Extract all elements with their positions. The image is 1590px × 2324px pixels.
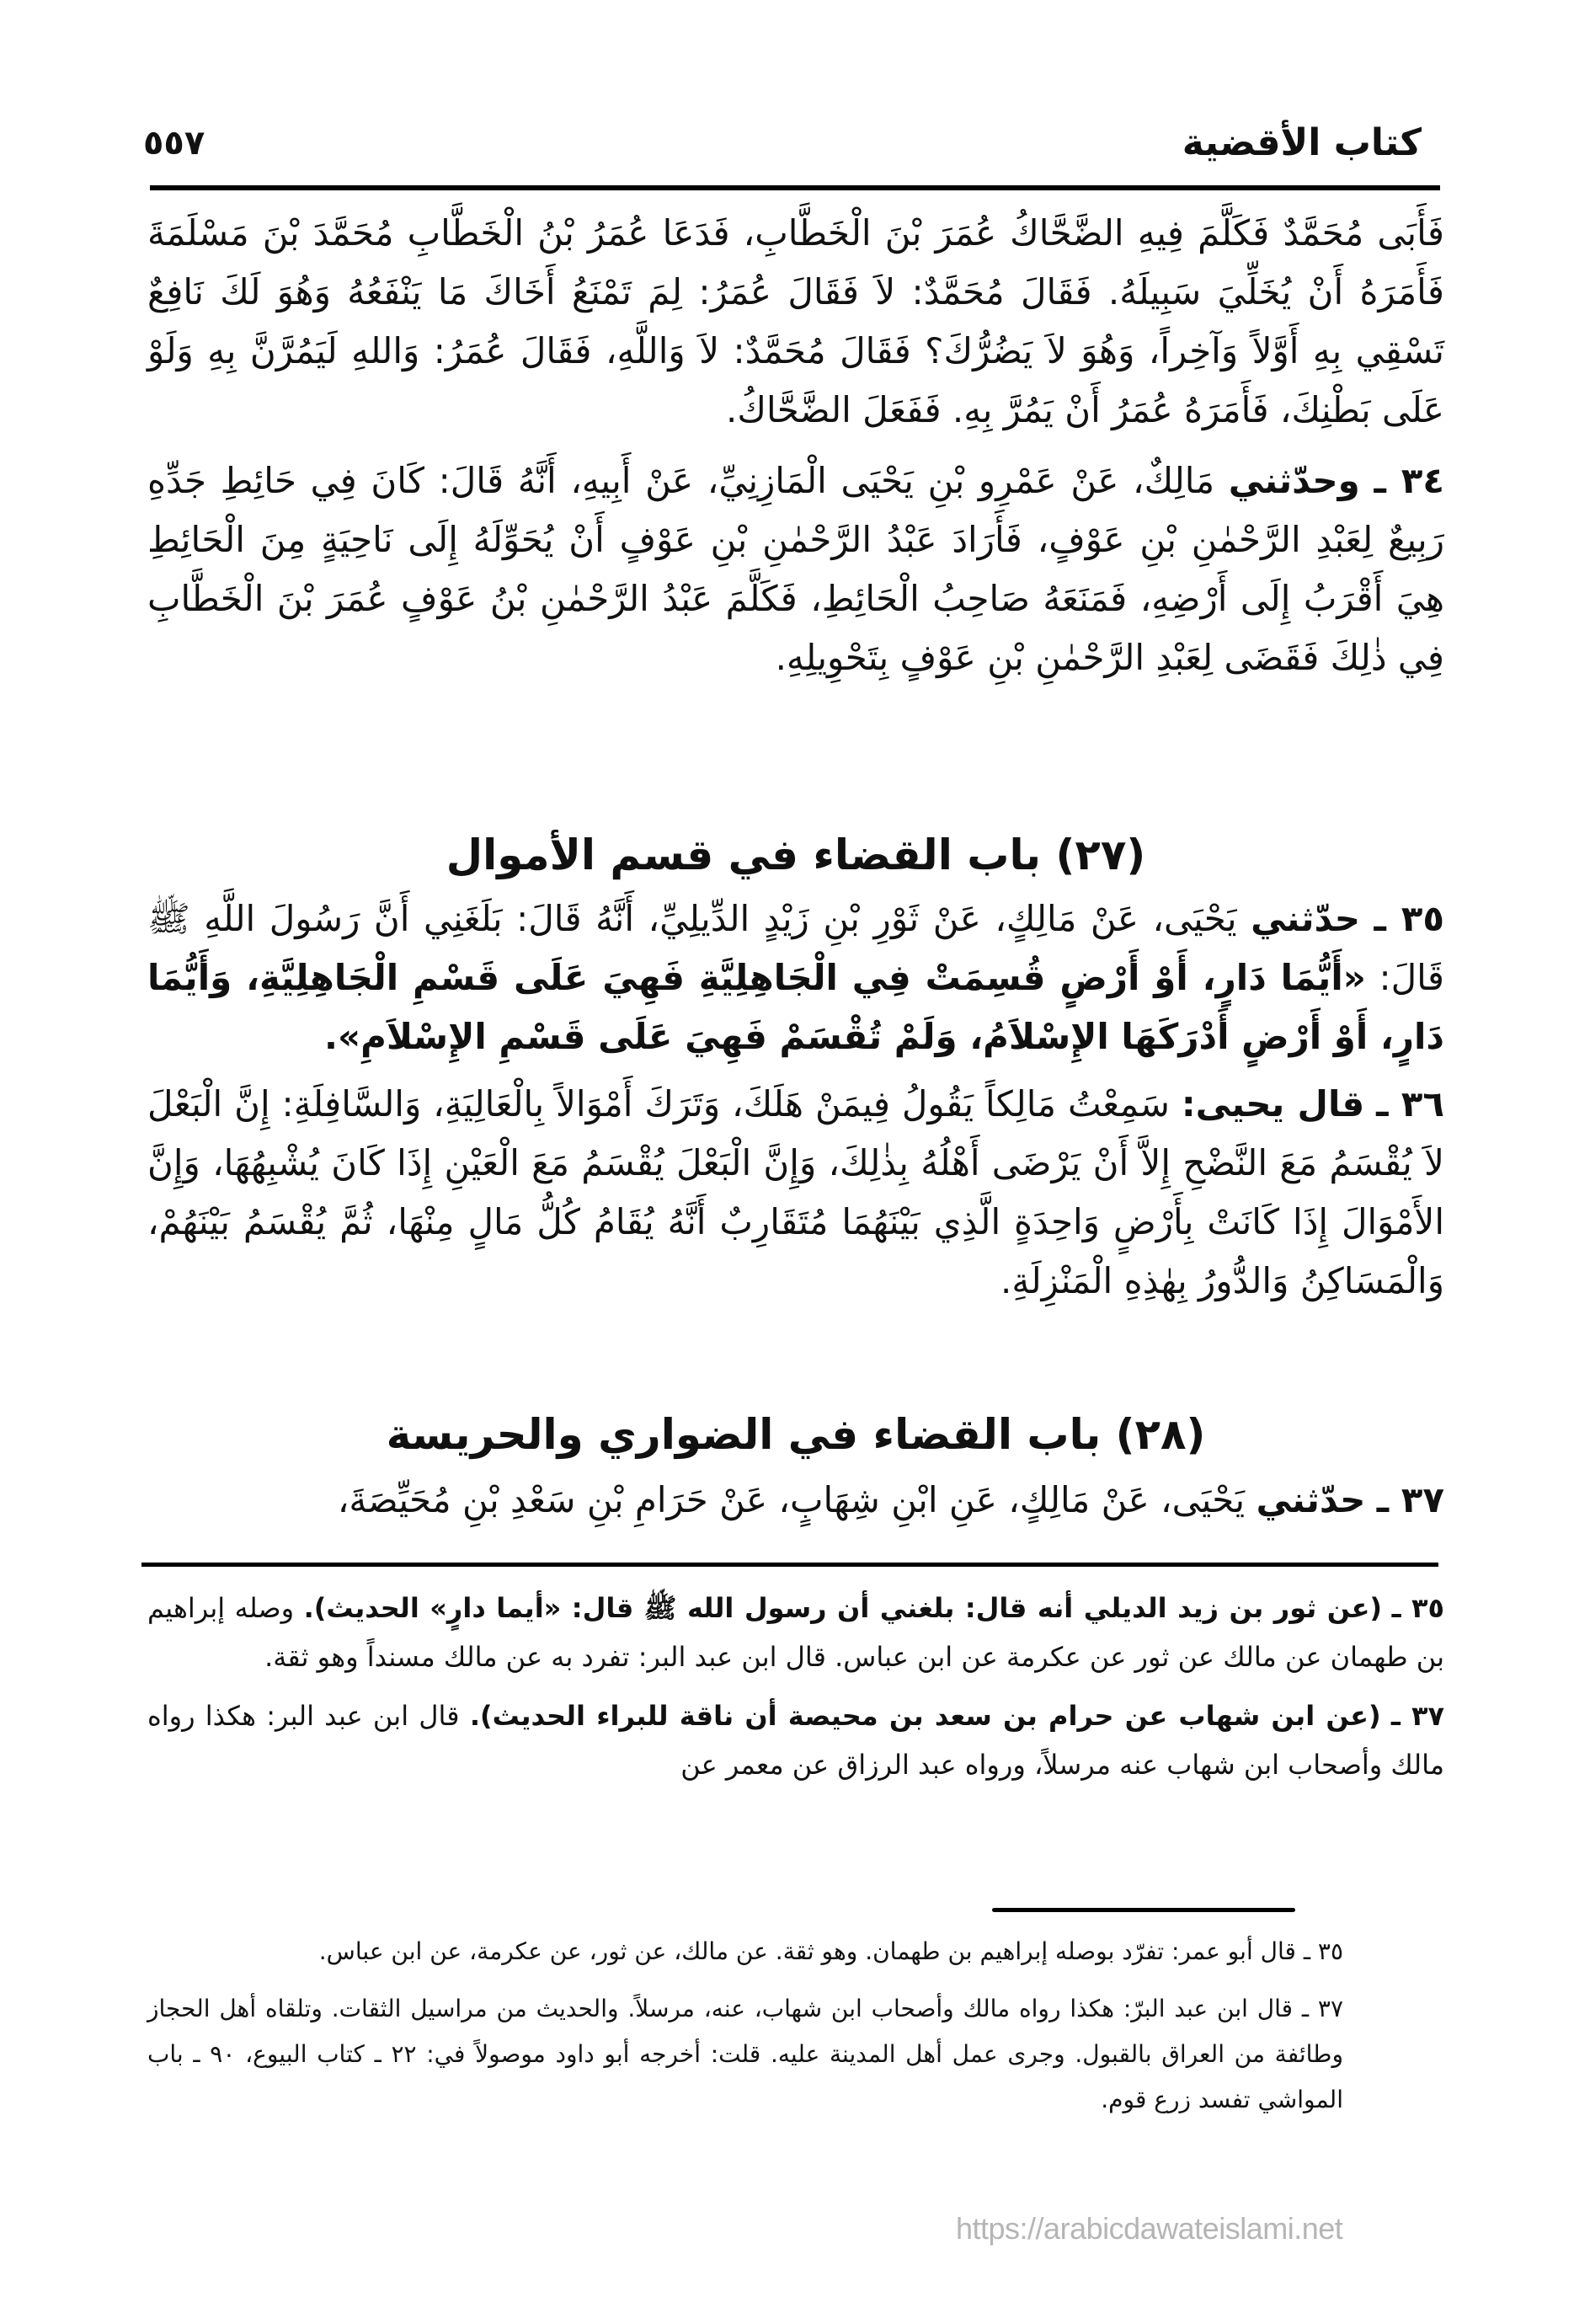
hadith-lead: حدّثني xyxy=(1256,1479,1366,1520)
chapter-heading-27: (٢٧) باب القضاء في قسم الأموال xyxy=(446,831,1146,879)
hadith-35 xyxy=(147,890,1444,1066)
hadith-number: ٣٤ ـ xyxy=(1374,460,1444,501)
hadith-number: ٣٧ ـ xyxy=(1376,1479,1444,1520)
hadith-36 xyxy=(147,1075,1444,1311)
footnote-text: قال ابن عبد البرّ: هكذا رواه مالك وأصحاب ابن شهاب، عنه، مرسلاً. والحديث من مراسيل الثقات. وتلقاه أهل الحجاز وطائفة من العراق بالقبول. وجرى عمل أهل المدينة عليه. قلت: أخرجه أبو داود موصولاً في: ٢٢ ـ كتاب البيوع، ٩٠ ـ باب المواشي تفسد زرع قوم. xyxy=(147,1995,1343,2113)
commentary-37 xyxy=(147,1691,1444,1789)
commentary-number: ٣٥ ـ xyxy=(1391,1592,1445,1624)
commentary-separator xyxy=(141,1563,1438,1567)
hadith-34 xyxy=(147,451,1444,687)
hadith-text: يَحْيَى، عَنْ مَالِكٍ، عَنِ ابْنِ شِهَابٍ، عَنْ حَرَامِ بْنِ سَعْدِ بْنِ مُحَيِّصَةَ، xyxy=(337,1479,1246,1520)
commentary-heading: (عن ابن شهاب عن حرام بن سعد بن محيصة أن ناقة للبراء الحديث). xyxy=(469,1700,1381,1732)
footnote-number: ٣٥ ـ xyxy=(1303,1937,1343,1965)
footnote-35 xyxy=(147,1929,1343,1974)
hadith-text: يَحْيَى، عَنْ مَالِكٍ، عَنْ ثَوْرِ بْنِ زَيْدٍ الدِّيلِيِّ، أَنَّهُ قَالَ: بَلَغَنِي أَنَّ رَسُولَ اللَّهِ ﷺ قَالَ: xyxy=(147,898,1444,998)
commentary-35 xyxy=(147,1584,1444,1681)
hadith-lead: وحدّثني xyxy=(1228,460,1360,501)
chapter-heading-28: (٢٨) باب القضاء في الضواري والحريسة xyxy=(386,1410,1206,1459)
header-rule xyxy=(150,185,1440,190)
main-text-bottom xyxy=(147,1471,1444,1530)
footnote-text: قال أبو عمر: تفرّد بوصله إبراهيم بن طهمان. وهو ثقة. عن مالك، عن ثور، عن عكرمة، عن ابن عباس. xyxy=(318,1937,1296,1965)
hadith-lead: حدّثني xyxy=(1251,898,1360,939)
hadith-number: ٣٥ ـ xyxy=(1374,898,1444,939)
continuation-paragraph: فَأَبَى مُحَمَّدٌ فَكَلَّمَ فِيهِ الضَّحَّاكُ عُمَرَ بْنَ الْخَطَّابِ، فَدَعَا عُمَرُ بْنُ الْخَطَّابِ مُحَمَّدَ بْنَ مَسْلَمَةَ فَأَمَرَهُ أَنْ يُخَلِّيَ سَبِيلَهُ. فَقَالَ مُحَمَّدٌ: لاَ فَقَالَ عُمَرُ: لِمَ تَمْنَعُ أَخَاكَ مَا يَنْفَعُهُ وَهُوَ لَكَ نَافِعٌ تَسْقِي بِهِ أَوَّلاً وَآخِراً، وَهُوَ لاَ يَضُرُّكَ؟ فَقَالَ مُحَمَّدٌ: لاَ وَاللَّهِ، فَقَالَ عُمَرُ: وَاللهِ لَيَمُرَّنَّ بِهِ وَلَوْ عَلَى بَطْنِكَ، فَأَمَرَهُ عُمَرُ أَنْ يَمُرَّ بِهِ. فَفَعَلَ الضَّحَّاكُ. xyxy=(147,212,1444,430)
footnote-number: ٣٧ ـ xyxy=(1301,1995,1343,2022)
hadith-quote: «أَيُّمَا دَارٍ، أَوْ أَرْضٍ قُسِمَتْ فِي الْجَاهِلِيَّةِ فَهِيَ عَلَى قَسْمِ الْجَاهِلِيَّةِ، وَأَيُّمَا دَارٍ، أَوْ أَرْضٍ أَدْرَكَهَا الإِسْلاَمُ، وَلَمْ تُقْسَمْ فَهِيَ عَلَى قَسْمِ الإِسْلاَمِ». xyxy=(147,957,1444,1057)
hadith-text: سَمِعْتُ مَالِكاً يَقُولُ فِيمَنْ هَلَكَ، وَتَرَكَ أَمْوَالاً بِالْعَالِيَةِ، وَالسَّافِلَةِ: إِنَّ الْبَعْلَ لاَ يُقْسَمُ مَعَ النَّضْحِ إِلاَّ أَنْ يَرْضَى أَهْلُهُ بِذٰلِكَ، وَإِنَّ الْبَعْلَ يُقْسَمُ مَعَ الْعَيْنِ إِذَا كَانَ يُشْبِهُهَا، وَإِنَّ الأَمْوَالَ إِذَا كَانَتْ بِأَرْضٍ وَاحِدَةٍ الَّذِي بَيْنَهُمَا مُتَقَارِبٌ أَنَّهُ يُقَامُ كُلُّ مَالٍ مِنْهَا، ثُمَّ يُقْسَمُ بَيْنَهُمْ، وَالْمَسَاكِنُ وَالدُّورُ بِهٰذِهِ الْمَنْزِلَةِ. xyxy=(147,1083,1444,1301)
footnote-separator xyxy=(992,1908,1295,1912)
hadith-lead: قال يحيى: xyxy=(1181,1083,1365,1125)
commentary-text: وصله إبراهيم بن طهمان عن مالك عن ثور عن عكرمة عن ابن عباس. قال ابن عبد البر: تفرد به عن مالك مسنداً وهو ثقة. xyxy=(147,1592,1444,1673)
hadith-37 xyxy=(147,1471,1444,1530)
commentary-text: قال ابن عبد البر: هكذا رواه مالك وأصحاب ابن شهاب عنه مرسلاً، ورواه عبد الرزاق عن معمر عن xyxy=(147,1700,1444,1781)
commentary-heading: (عن ثور بن زيد الديلي أنه قال: بلغني أن رسول الله ﷺ قال: «أيما دارٍ» الحديث). xyxy=(303,1592,1383,1624)
page-number: ٥٥٧ xyxy=(143,124,205,163)
hadith-text: مَالِكٌ، عَنْ عَمْرِو بْنِ يَحْيَى الْمَازِنِيِّ، عَنْ أَبِيهِ، أَنَّهُ قَالَ: كَانَ فِي حَائِطِ جَدِّهِ رَبِيعٌ لِعَبْدِ الرَّحْمٰنِ بْنِ عَوْفٍ، فَأَرَادَ عَبْدُ الرَّحْمٰنِ بْنِ عَوْفٍ أَنْ يُحَوِّلَهُ إِلَى نَاحِيَةٍ مِنَ الْحَائِطِ هِيَ أَقْرَبُ إِلَى أَرْضِهِ، فَمَنَعَهُ صَاحِبُ الْحَائِطِ، فَكَلَّمَ عَبْدُ الرَّحْمٰنِ بْنُ عَوْفٍ عُمَرَ بْنَ الْخَطَّابِ فِي ذٰلِكَ فَقَضَى لِعَبْدِ الرَّحْمٰنِ بْنِ عَوْفٍ بِتَحْوِيلِهِ. xyxy=(147,460,1444,678)
commentary-number: ٣٧ ـ xyxy=(1390,1700,1445,1732)
main-text-top xyxy=(147,204,1444,687)
watermark-url: https://arabicdawateislami.net xyxy=(956,2211,1343,2246)
footnote-37 xyxy=(147,1986,1343,2123)
running-title: كتاب الأقضية xyxy=(1182,121,1422,164)
main-text-middle xyxy=(147,890,1444,1311)
footnotes-block xyxy=(147,1929,1343,2123)
commentary-block xyxy=(147,1584,1444,1789)
hadith-number: ٣٦ ـ xyxy=(1376,1083,1444,1125)
